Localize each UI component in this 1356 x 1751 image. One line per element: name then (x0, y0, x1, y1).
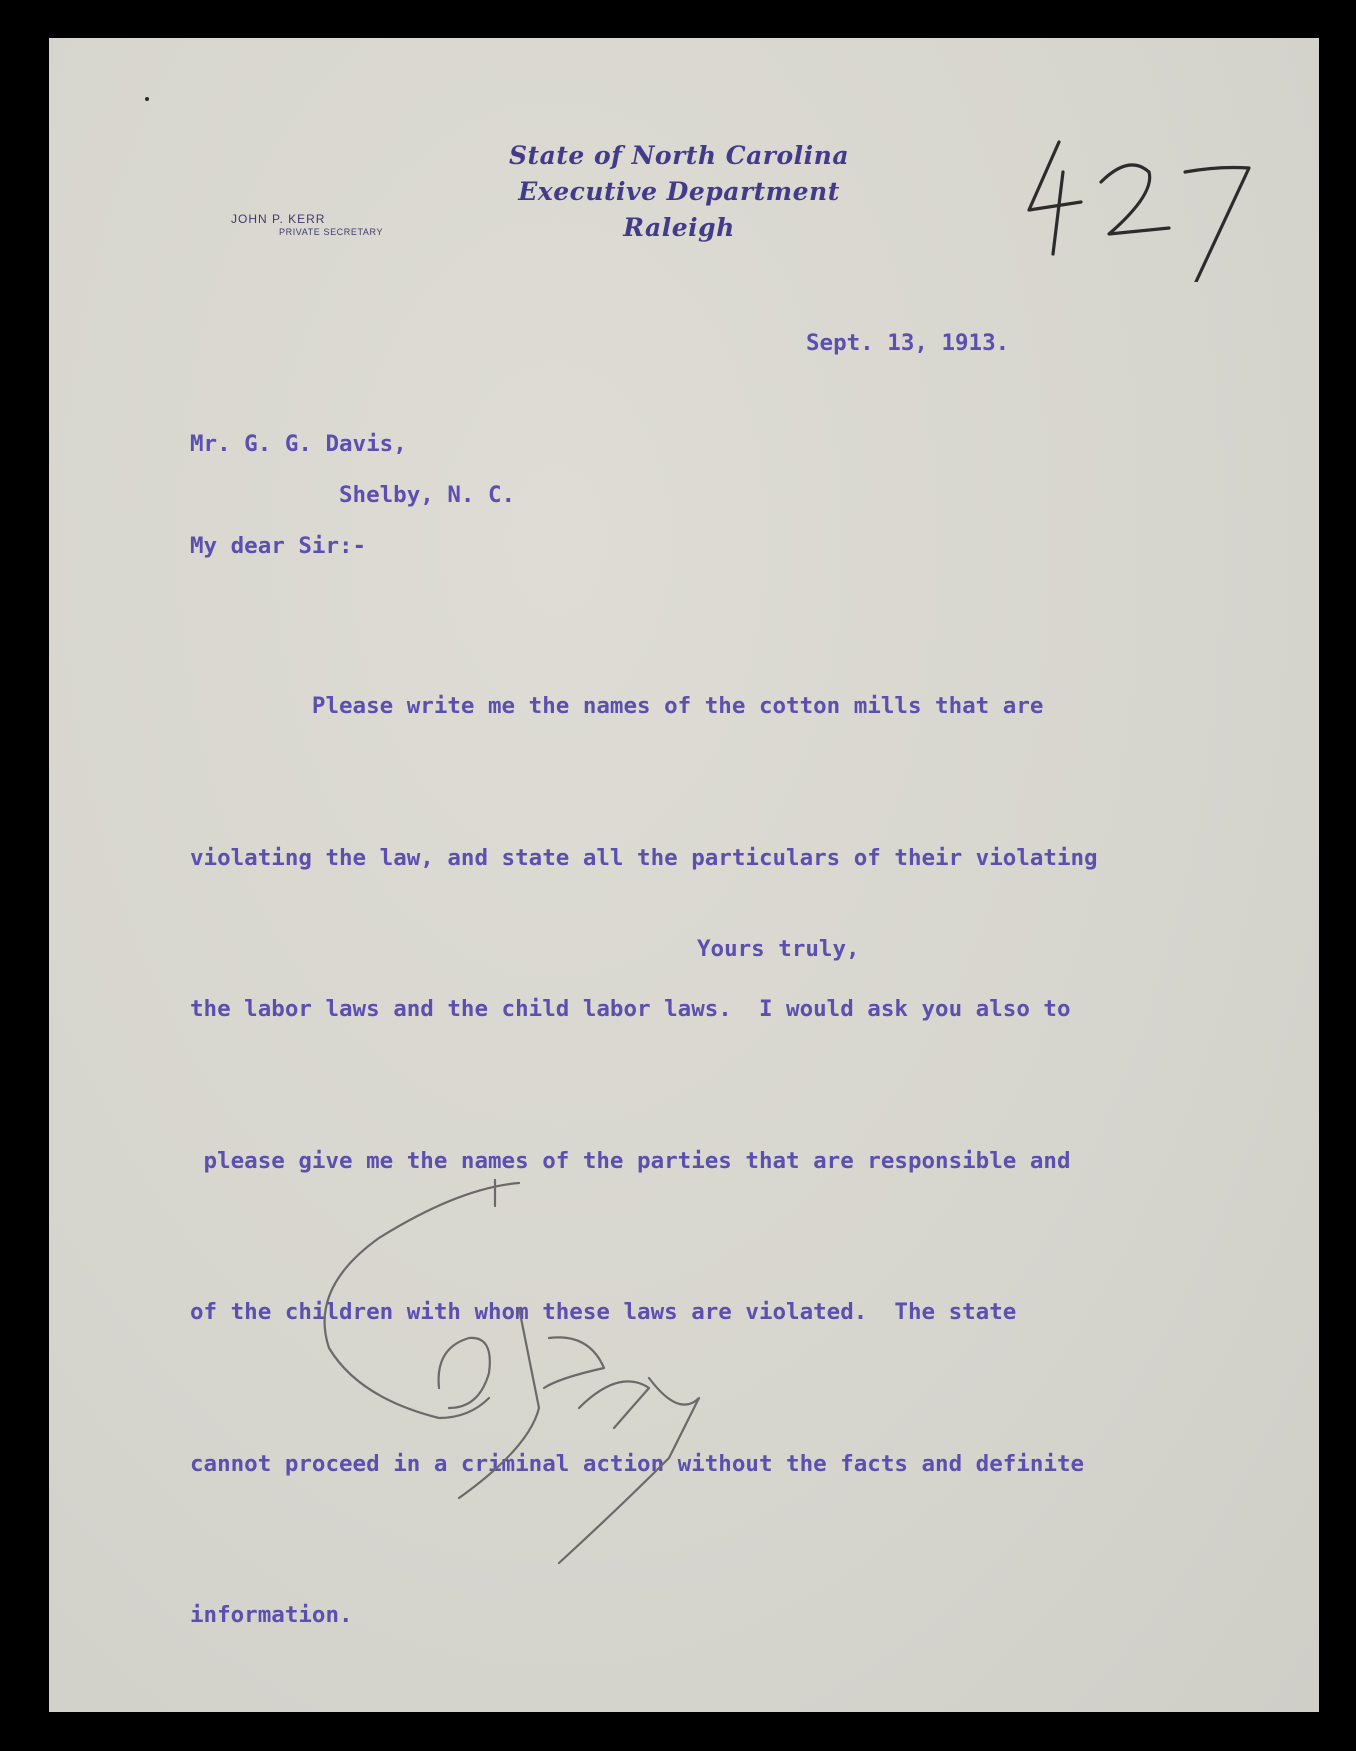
salutation: My dear Sir:- (190, 533, 367, 559)
speck-mark (145, 97, 149, 101)
body-line: violating the law, and state all the particulars of their violating (190, 844, 1098, 871)
body-line: Please write me the names of the cotton mills that are (190, 693, 1044, 719)
secretary-title: PRIVATE SECRETARY (279, 227, 384, 237)
letterhead-department: Executive Department (518, 177, 840, 206)
closing: Yours truly, (697, 936, 860, 962)
letterhead-state: State of North Carolina (508, 141, 850, 170)
secretary-block (231, 212, 383, 238)
body-line: please give me the names of the parties that are responsible and (190, 1147, 1071, 1174)
letter-page (49, 38, 1319, 1712)
handwritten-page-number (1019, 132, 1279, 282)
letter-date: Sept. 13, 1913. (806, 330, 1010, 356)
letterhead (449, 138, 909, 246)
recipient-name: Mr. G. G. Davis, (190, 431, 407, 457)
body-line: of the children with whom these laws are violated. The state (190, 1299, 1017, 1325)
handwritten-copy-signature (319, 1178, 779, 1578)
letterhead-city: Raleigh (623, 213, 735, 242)
body-line: the labor laws and the child labor laws. I would ask you also to (190, 996, 1071, 1022)
body-line: information. (190, 1602, 353, 1628)
body-line: cannot proceed in a criminal action without the facts and definite (190, 1450, 1085, 1477)
recipient-city: Shelby, N. C. (339, 482, 516, 508)
secretary-name: JOHN P. KERR (231, 212, 326, 226)
